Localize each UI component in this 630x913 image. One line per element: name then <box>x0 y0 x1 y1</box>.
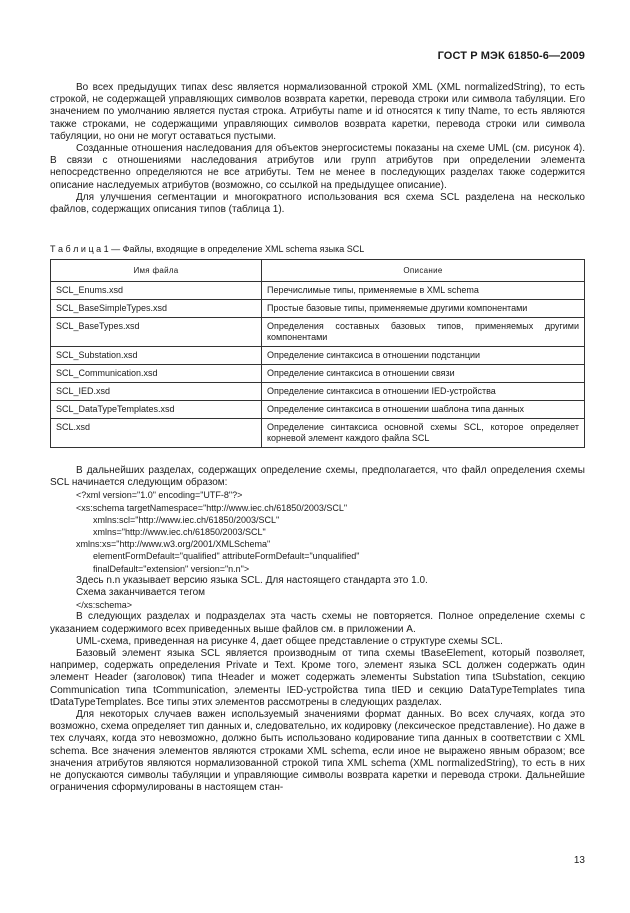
table-row <box>51 419 585 448</box>
file-name-cell: SCL.xsd <box>51 419 262 448</box>
files-table <box>50 259 585 448</box>
description-cell: Определение синтаксиса в отношении IED-устройства <box>262 383 585 401</box>
code-line: xmlns="http://www.iec.ch/61850/2003/SCL" <box>93 527 266 538</box>
description-cell: Определение синтаксиса основной схемы SCL, которое определяет корневой элемент каждого файла SCL <box>262 419 585 448</box>
table-row <box>51 365 585 383</box>
paragraph: UML-схема, приведенная на рисунке 4, дает общее представление о структуре схемы SCL. <box>76 635 503 647</box>
description-cell: Определение синтаксиса в отношении подстанции <box>262 347 585 365</box>
paragraph: Для некоторых случаев важен используемый значениями формат данных. Во всех случаях, когда это возможно, схема определяет тип данных и, следовательно, их кодировку (лексическое представление). Но даже в тех случаях, когда это невозможно, должно быть использовано кодирование типа данных в соответствии с XML schema. Все значения элементов являются строками XML schema, если иное не выражено явным образом; все значения атрибутов являются нормализованной строкой типа XML schema (XML normalizedString), то есть в них не допускаются символы табуляции и управляющие символы возврата каретки и перевода строки. Дальнейшие ограничения сформулированы в настоящем стан- <box>50 709 585 794</box>
paragraph: В дальнейших разделах, содержащих определение схемы, предполагается, что файл определения схемы SCL начинается следующим образом: <box>50 465 585 489</box>
description-cell: Определения составных базовых типов, применяемых другими компонентами <box>262 318 585 347</box>
table-header-row <box>51 260 585 282</box>
paragraph: Во всех предыдущих типах desc является нормализованной строкой XML (XML normalizedString), то есть строкой, не содержащей управляющих символов возврата каретки, перевода строки или символа табуляции. Его значением по умолчанию является пустая строка. Атрибуты name и id относятся к типу tName, то есть являются также строками, не содержащими управляющих символов возврата каретки, перевода строки или символа табуляции, но они не могут оставаться пустыми. <box>50 82 585 142</box>
file-name-cell: SCL_Enums.xsd <box>51 282 262 300</box>
file-name-cell: SCL_IED.xsd <box>51 383 262 401</box>
table-row <box>51 300 585 318</box>
paragraph: Созданные отношения наследования для объектов энергосистемы показаны на схеме UML (см. рисунок 4). В связи с отношениями наследования атрибутов или групп атрибутов при определении элемента непосредственно определяются не все атрибуты. Тем не менее в последующих разделах также содержится описание наследуемых атрибутов (возможно, со ссылкой на предыдущее описание). <box>50 143 585 191</box>
table-row <box>51 383 585 401</box>
code-line: <xs:schema targetNamespace="http://www.iec.ch/61850/2003/SCL" <box>76 502 348 513</box>
code-line: xmlns:xs="http://www.w3.org/2001/XMLSchema" <box>76 539 271 550</box>
paragraph: В следующих разделах и подразделах эта часть схемы не повторяется. Полное определение схемы с указанием содержимого всех приведенных выше файлов см. в приложении А. <box>50 611 585 635</box>
table-row <box>51 318 585 347</box>
paragraph: Здесь n.n указывает версию языка SCL. Для настоящего стандарта это 1.0. <box>76 574 428 586</box>
page-number: 13 <box>573 855 585 866</box>
file-name-cell: SCL_Substation.xsd <box>51 347 262 365</box>
code-line: <?xml version="1.0" encoding="UTF-8"?> <box>76 490 243 501</box>
table-caption: Т а б л и ц а 1 — Файлы, входящие в определение XML schema языка SCL <box>50 244 365 254</box>
code-line: finalDefault="extension" version="n.n"> <box>93 563 250 574</box>
table-row <box>51 401 585 419</box>
intro-text <box>50 82 585 216</box>
description-cell: Простые базовые типы, применяемые другими компонентами <box>262 300 585 318</box>
paragraph: Базовый элемент языка SCL является производным от типа схемы tBaseElement, который позволяет, например, содержать определения Private и Text. Кроме того, элемент языка SCL должен содержать один элемент Header (заголовок) типа tHeader и может содержать элементы Substation типа tSubstation, секцию Communication типа tCommunication, элементы IED-устройства типа tIED и секцию DataTypeTemplates типа tDataTypeTemplates. Все типы этих элементов рассмотрены в следующих разделах. <box>50 648 585 708</box>
file-name-cell: SCL_BaseTypes.xsd <box>51 318 262 347</box>
file-name-cell: SCL_BaseSimpleTypes.xsd <box>51 300 262 318</box>
schema-text <box>50 465 585 794</box>
closing-tag: </xs:schema> <box>76 600 133 611</box>
page-header-title: ГОСТ Р МЭК 61850-6—2009 <box>437 50 585 62</box>
description-cell: Определение синтаксиса в отношении шаблона типа данных <box>262 401 585 419</box>
column-header-file: Имя файла <box>51 260 262 282</box>
table-row <box>51 282 585 300</box>
file-name-cell: SCL_DataTypeTemplates.xsd <box>51 401 262 419</box>
paragraph: Для улучшения сегментации и многократного использования вся схема SCL разделена на несколько файлов, содержащих описания типов (таблица 1). <box>50 191 585 216</box>
description-cell: Определение синтаксиса в отношении связи <box>262 365 585 383</box>
file-name-cell: SCL_Communication.xsd <box>51 365 262 383</box>
column-header-description: Описание <box>262 260 585 282</box>
code-line: elementFormDefault="qualified" attributeFormDefault="unqualified" <box>93 551 360 562</box>
table-row <box>51 347 585 365</box>
description-cell: Перечислимые типы, применяемые в XML schema <box>262 282 585 300</box>
code-block <box>50 489 585 574</box>
code-line: xmlns:scl="http://www.iec.ch/61850/2003/SCL" <box>93 514 280 525</box>
paragraph: Схема заканчивается тегом <box>76 587 206 599</box>
